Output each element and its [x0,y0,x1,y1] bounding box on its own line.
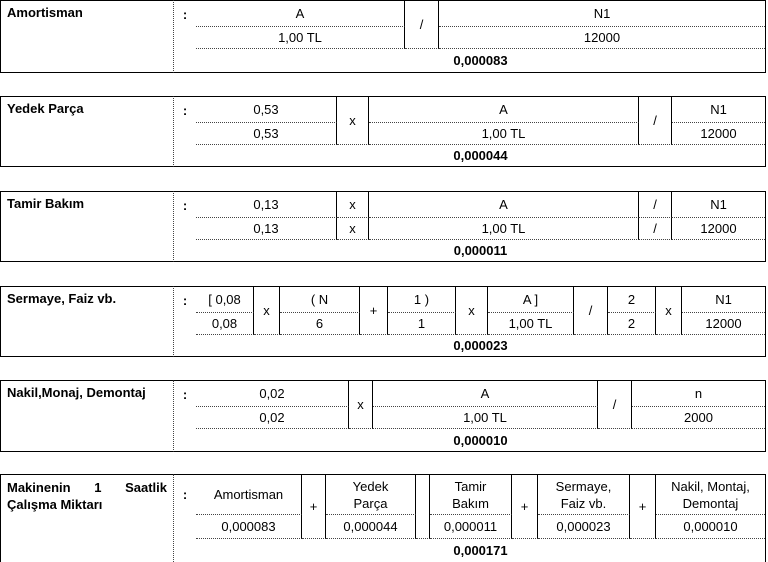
saatlik-label-line2: Çalışma Miktarı [7,497,103,512]
yedek-parca-coef-value: 0,53 [196,123,337,145]
nakil-coef-value: 0,02 [196,407,349,429]
saatlik-header-sermaye: Sermaye, Faiz vb. [538,475,630,515]
amortisman-formula [196,0,766,73]
saatlik-plus-3: + [630,475,656,539]
saatlik-result: 0,000171 [453,543,508,558]
sermaye-divide: / [574,287,608,335]
sermaye-n-value: 6 [280,313,360,335]
saatlik-formula [196,474,766,562]
sermaye-a-value: 1,00 TL [488,313,574,335]
sermaye-two-value: 2 [608,313,656,335]
saatlik-value-tamir: 0,000011 [430,515,512,539]
amortisman-divide: / [405,1,439,49]
sermaye-label: Sermaye, Faiz vb. [0,286,174,357]
tamir-bakim-block [0,191,766,262]
yedek-parca-times: x [337,97,369,145]
nakil-n: n [632,381,765,407]
yedek-parca-label: Yedek Parça [0,96,174,167]
sermaye-plus: + [360,287,388,335]
sermaye-two: 2 [608,287,656,313]
nakil-formula [196,380,766,452]
sermaye-one: 1 ) [388,287,456,313]
saatlik-label [0,474,174,562]
sermaye-times-1: x [254,287,280,335]
tamir-bakim-label: Tamir Bakım [0,191,174,262]
tamir-bakim-colon: : [174,191,196,262]
saatlik-value-sermaye: 0,000023 [538,515,630,539]
yedek-parca-block [0,96,766,167]
sermaye-open: [ 0,08 [196,287,254,313]
saatlik-colon: : [174,474,196,562]
amortisman-result: 0,000083 [453,53,508,68]
nakil-times: x [349,381,373,429]
nakil-divide: / [598,381,632,429]
amortisman-colon: : [174,0,196,73]
sermaye-a: A ] [488,287,574,313]
amortisman-a-value: 1,00 TL [196,27,405,49]
amortisman-n1-value: 12000 [439,27,765,49]
sermaye-one-value: 1 [388,313,456,335]
yedek-parca-a: A [369,97,639,123]
tamir-bakim-n1: N1 [672,192,765,218]
nakil-label: Nakil,Monaj, Demontaj [0,380,174,452]
saatlik-sep-1 [416,475,430,539]
saatlik-plus-1: + [302,475,326,539]
tamir-bakim-divide-2: / [639,218,672,240]
tamir-bakim-coef: 0,13 [196,192,337,218]
yedek-parca-coef: 0,53 [196,97,337,123]
sermaye-times-3: x [656,287,682,335]
nakil-coef: 0,02 [196,381,349,407]
tamir-bakim-a: A [369,192,639,218]
sermaye-n1-value: 12000 [682,313,765,335]
nakil-a-value: 1,00 TL [373,407,598,429]
amortisman-n1: N1 [439,1,765,27]
sermaye-colon: : [174,286,196,357]
sermaye-block [0,286,766,357]
saatlik-plus-2: + [512,475,538,539]
amortisman-block [0,0,766,73]
nakil-a: A [373,381,598,407]
tamir-bakim-result: 0,000011 [453,243,508,258]
yedek-parca-n1-value: 12000 [672,123,765,145]
saatlik-label-line1: Makinenin 1 Saatlik [7,480,167,495]
yedek-parca-result: 0,000044 [453,148,508,163]
tamir-bakim-formula [196,191,766,262]
sermaye-rate: 0,08 [196,313,254,335]
amortisman-a: A [196,1,405,27]
saatlik-block [0,474,766,562]
nakil-n-value: 2000 [632,407,765,429]
saatlik-header-amortisman: Amortisman [196,475,302,515]
saatlik-header-tamir: Tamir Bakım [430,475,512,515]
sermaye-times-2: x [456,287,488,335]
amortisman-label: Amortisman [0,0,174,73]
tamir-bakim-times: x [337,192,369,218]
nakil-block [0,380,766,452]
tamir-bakim-divide: / [639,192,672,218]
yedek-parca-n1: N1 [672,97,765,123]
nakil-result: 0,000010 [453,432,508,448]
saatlik-value-yedek: 0,000044 [326,515,416,539]
yedek-parca-divide: / [639,97,672,145]
sermaye-n: ( N [280,287,360,313]
sermaye-formula [196,286,766,357]
tamir-bakim-coef-value: 0,13 [196,218,337,240]
sermaye-n1: N1 [682,287,765,313]
saatlik-value-amortisman: 0,000083 [196,515,302,539]
saatlik-header-yedek: Yedek Parça [326,475,416,515]
saatlik-value-nakil: 0,000010 [656,515,765,539]
tamir-bakim-a-value: 1,00 TL [369,218,639,240]
yedek-parca-colon: : [174,96,196,167]
yedek-parca-a-value: 1,00 TL [369,123,639,145]
tamir-bakim-n1-value: 12000 [672,218,765,240]
nakil-colon: : [174,380,196,452]
tamir-bakim-times-2: x [337,218,369,240]
saatlik-header-nakil: Nakil, Montaj, Demontaj [656,475,765,515]
yedek-parca-formula [196,96,766,167]
sermaye-result: 0,000023 [453,338,508,353]
